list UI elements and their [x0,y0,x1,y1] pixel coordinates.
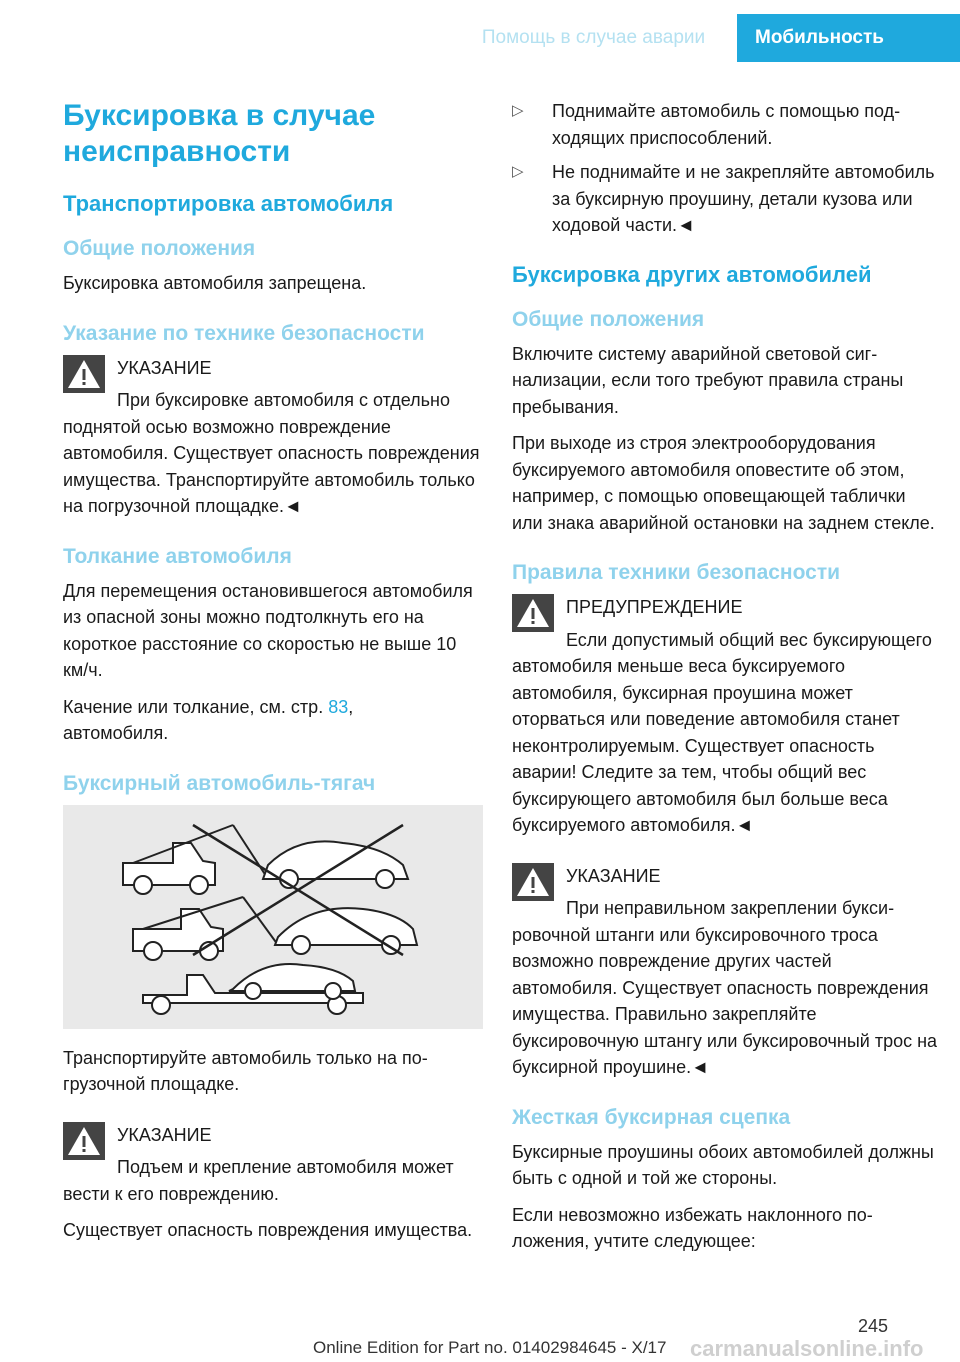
header-section-title: Помощь в случае аварии [481,27,706,48]
warning-triangle-icon [512,594,554,632]
bullet-triangle-icon: ▷ [512,163,524,180]
note-text: Подъем и крепление автомобиля может вести к его повреждению. [63,1157,454,1204]
note-text: При буксировке автомобиля с отдельно поднятой осью возможно повреждение автомобиля. Существует опасность повреждения имущества. Транспортируйте автомобиль только на погрузочной площадке.◄ [63,390,480,516]
list-item-text: Не поднимайте и не закрепляйте автомобиль за буксирную проушину, детали кузова или ходовой части.◄ [552,162,935,235]
paragraph-roll-end: автомобиля. [63,723,169,743]
heading-safety-rules: Правила техники безопасности [512,561,841,584]
note-block-1 [63,355,483,520]
list-item-text: Поднимайте автомобиль с помощью подходящих приспособлений. [552,101,901,148]
paragraph-caption: Транспортируйте автомобиль только на погрузочной площадке. [63,1047,428,1094]
paragraph-damage: Существует опасность повреждения имущества. [63,1220,473,1240]
bullet-triangle-icon: ▷ [512,102,524,119]
note-label: УКАЗАНИЕ [566,865,661,886]
list-item [512,98,940,151]
note-block-2 [63,1122,483,1208]
note-block-3 [512,863,940,1081]
heading-tow-truck: Буксирный автомобиль-тягач [63,771,376,795]
list-item [512,159,940,239]
heading-general: Общие положения [512,307,705,331]
warning-triangle-icon [63,1122,105,1160]
watermark: carmanualsonline.info [690,1336,924,1361]
left-column [63,98,483,1254]
paragraph-roll-text: Качение или толкание, см. стр. [63,696,324,717]
warning-text: Если допустимый общий вес буксирующего автомобиля меньше веса буксируемого автомобиля, буксирная проушина может оторваться или поведение автомобиля станет неконтролируемым. Существует опасность аварии! Следите за тем, чтобы общий вес буксирующего автомобиля был больше веса буксируемого автомобиля.◄ [512,629,932,835]
heading-rigid-coupling: Жесткая буксирная сцепка [512,1105,791,1129]
edition-line: Online Edition for Part no. 01402984645 - X/17 [313,1338,667,1357]
heading-general: Общие положения [63,237,256,260]
tow-truck-illustration [63,805,483,1029]
paragraph-hazard: Включите систему аварийной световой сигнализации, если того требуют правила страны пребывания. [512,343,904,417]
header-chapter-tab: Мобильность [737,14,960,62]
paragraph-towing-forbidden: Буксировка автомобиля запрещена. [63,273,367,293]
note-label: УКАЗАНИЕ [117,1124,212,1145]
warning-block [512,594,940,839]
paragraph-roll: Качение или толкание, см. стр. 83, автомобиля. [63,696,354,743]
warning-triangle-icon [512,863,554,901]
warning-triangle-icon [63,355,105,393]
page-number: 245 [858,1316,889,1336]
paragraph-push: Для перемещения остановившегося автомобиля из опасной зоны можно подтолкнуть его на короткое расстояние со скоростью не выше 10 км/ч. [63,580,473,680]
heading-safety-note: Указание по технике безопасности [63,321,425,345]
note-text: При неправильном закреплении буксировочной штанги или буксировочного троса возможно повреждение других частей автомобиля. Существует опасность повреждения имущества. Правильно закрепляйте буксировочную штангу или буксировочный трос на буксирной проушине.◄ [512,898,938,1077]
paragraph-tilt: Если невозможно избежать наклонного положения, учтите следующее: [512,1204,873,1251]
page-title: Буксировка в случае неисправности [63,99,376,168]
warning-label: ПРЕДУПРЕЖДЕНИЕ [566,597,743,617]
page-link-83[interactable]: 83 [328,696,349,717]
tow-truck-drawing [63,805,483,1029]
note-label: УКАЗАНИЕ [117,357,212,378]
heading-transport: Транспортировка автомобиля [63,191,394,216]
paragraph-electric: При выходе из строя электрооборудования буксируемого автомобиля оповестите об этом, например, с помощью оповещающей таблички или знака аварийной остановки на заднем стекле. [512,433,935,533]
heading-other-vehicles: Буксировка других автомобилей [512,261,872,287]
paragraph-tow-eyes: Буксирные проушины обоих автомобилей должны быть с одной и той же стороны. [512,1141,934,1188]
heading-push: Толкание автомобиля [63,544,292,568]
right-column [512,98,940,1265]
